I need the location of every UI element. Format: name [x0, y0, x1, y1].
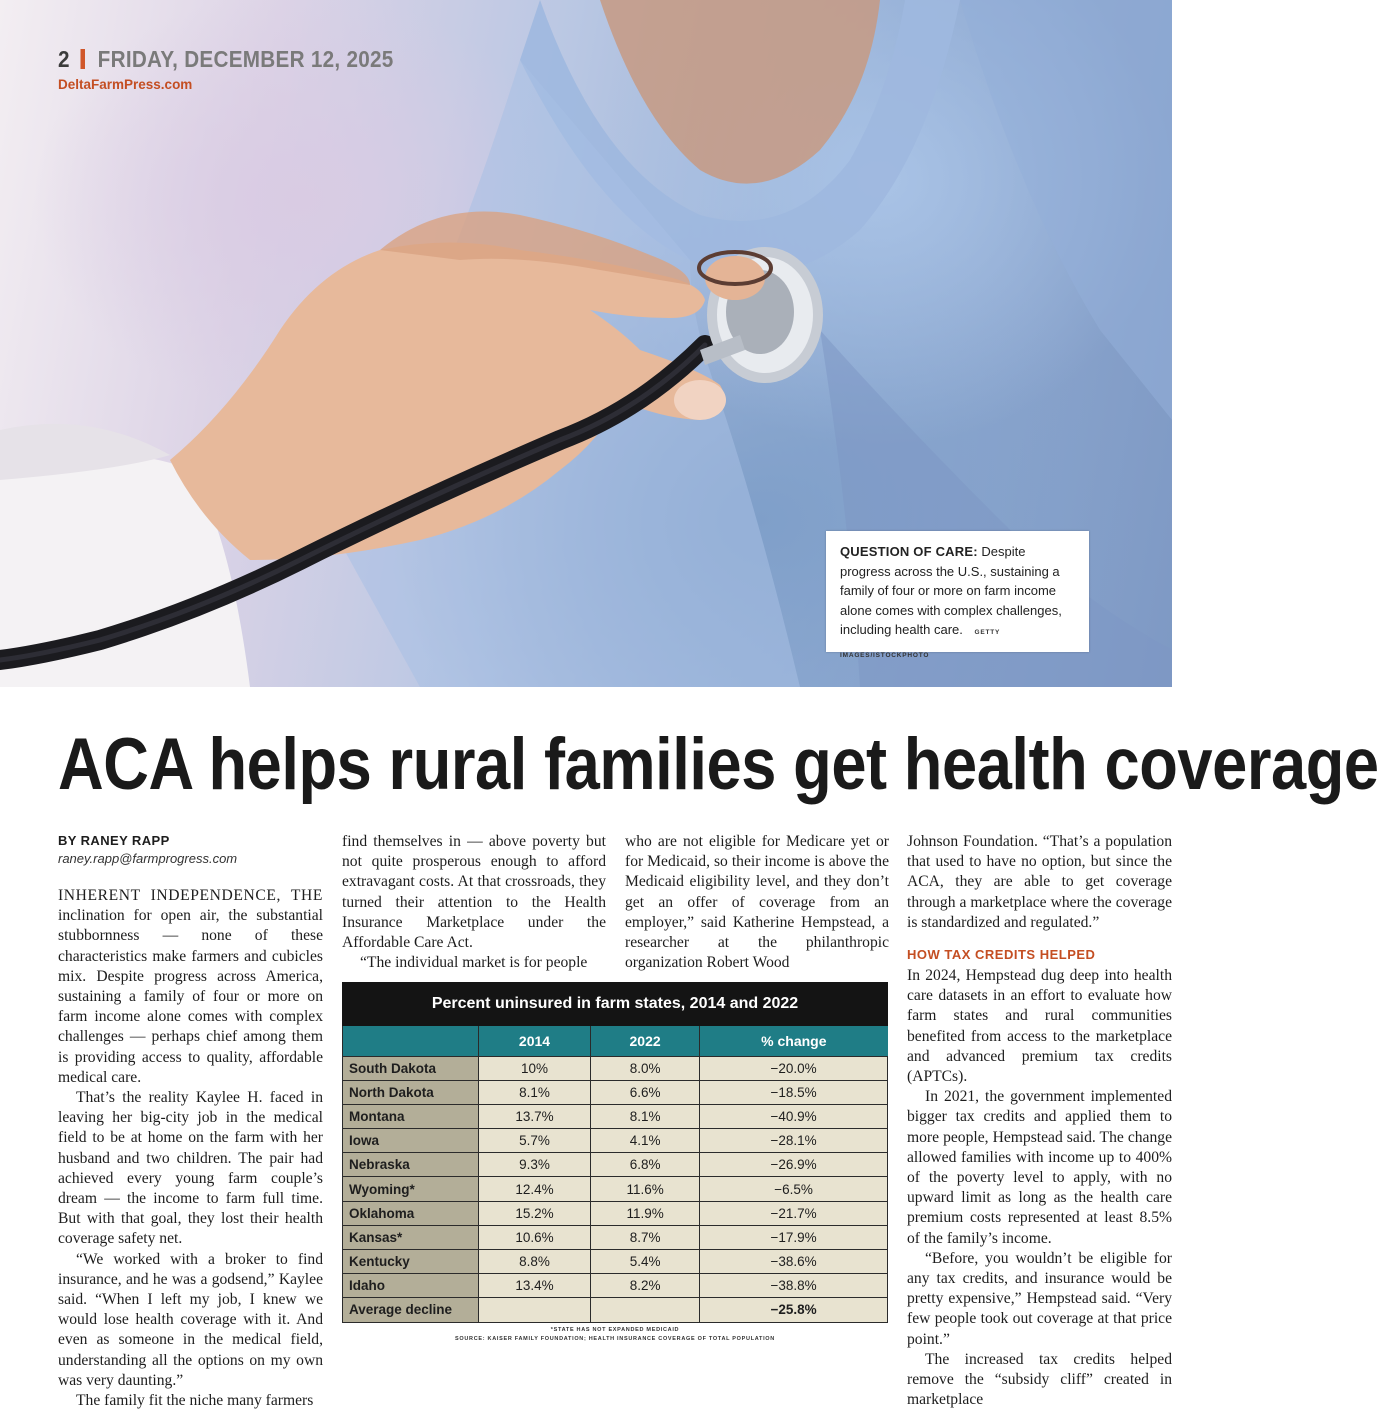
- article-headline: ACA helps rural families get health coverage: [58, 724, 1379, 805]
- caption-lead: QUESTION OF CARE:: [840, 544, 978, 559]
- article-column-1: [58, 832, 323, 1411]
- value-2022: 5.4%: [591, 1250, 700, 1274]
- value-change: −6.5%: [700, 1177, 888, 1201]
- table-row: [343, 1201, 888, 1225]
- article-column-4: [907, 832, 1172, 1410]
- value-2014: 15.2%: [479, 1201, 591, 1225]
- paragraph-4-start: The family fit the niche many farmers: [76, 1392, 314, 1410]
- table-title: Percent uninsured in farm states, 2014 and 2022: [342, 982, 888, 1026]
- paragraph-4-continued: find themselves in — above poverty but not quite prosperous enough to afford extravagant costs. At that crossroads, they turned their attention to the Health Insurance Marketplace under the Affordable Care Act.: [342, 833, 606, 952]
- value-change: −26.9%: [700, 1153, 888, 1177]
- hero-photo: [0, 0, 1172, 687]
- paragraph-7: In 2021, the government implemented bigger tax credits and applied them to more people, Hempstead said. The change allowed families with income up to 400% of the poverty level to apply, with no upward limit as long as the health care premium costs represented at least 8.5% of the family’s income.: [907, 1088, 1172, 1247]
- caption-text: Despite progress across the U.S., sustaining a family of four or more on farm income alone comes with complex challenges, including health care.: [840, 544, 1062, 637]
- value-2022: 6.6%: [591, 1080, 700, 1104]
- value-2014: 12.4%: [479, 1177, 591, 1201]
- average-value: −25.8%: [700, 1298, 888, 1322]
- table-source: SOURCE: KAISER FAMILY FOUNDATION; HEALTH INSURANCE COVERAGE OF TOTAL POPULATION: [455, 1335, 775, 1342]
- data-table: [342, 1026, 888, 1323]
- photo-credit: GETTY IMAGES/ISTOCKPHOTO: [840, 629, 1001, 659]
- table-row: [343, 1274, 888, 1298]
- state-name: North Dakota: [343, 1080, 479, 1104]
- byline-author: BY RANEY RAPP: [58, 833, 170, 848]
- table-row: [343, 1080, 888, 1104]
- value-2022: 8.0%: [591, 1056, 700, 1080]
- average-label: Average decline: [343, 1298, 479, 1322]
- table-header-2014: 2014: [479, 1026, 591, 1056]
- page-header-line: [58, 46, 394, 73]
- issue-date: FRIDAY, DECEMBER 12, 2025: [97, 46, 394, 72]
- value-change: −17.9%: [700, 1225, 888, 1249]
- paragraph-9: The increased tax credits helped remove the “subsidy cliff” created in marketplace: [907, 1350, 1172, 1409]
- value-change: −20.0%: [700, 1056, 888, 1080]
- table-header-state: [343, 1026, 479, 1056]
- article-column-2: [342, 832, 606, 973]
- value-change: −40.9%: [700, 1104, 888, 1128]
- value-2014: 9.3%: [479, 1153, 591, 1177]
- paragraph-5-end: Johnson Foundation. “That’s a population that used to have no option, but since the ACA, they are able to get coverage through a marketplace where the coverage is standardized and regulated.”: [907, 833, 1172, 931]
- paragraph-5-start: “The individual market is for people: [360, 954, 588, 972]
- state-name: Kentucky: [343, 1250, 479, 1274]
- value-2022: 4.1%: [591, 1129, 700, 1153]
- value-change: −28.1%: [700, 1129, 888, 1153]
- paragraph-1: [58, 886, 323, 1088]
- state-name: Kansas*: [343, 1225, 479, 1249]
- state-name: Idaho: [343, 1274, 479, 1298]
- table-header-change: % change: [700, 1026, 888, 1056]
- state-name: Oklahoma: [343, 1201, 479, 1225]
- table-row: [343, 1225, 888, 1249]
- state-name: Nebraska: [343, 1153, 479, 1177]
- value-2014: 10.6%: [479, 1225, 591, 1249]
- value-2022: 6.8%: [591, 1153, 700, 1177]
- value-2022: 11.9%: [591, 1201, 700, 1225]
- table-row: [343, 1104, 888, 1128]
- table-row: [343, 1153, 888, 1177]
- value-2022: 8.2%: [591, 1274, 700, 1298]
- value-2014: 8.1%: [479, 1080, 591, 1104]
- value-2014: 10%: [479, 1056, 591, 1080]
- photo-caption: [826, 531, 1089, 659]
- state-name: Iowa: [343, 1129, 479, 1153]
- average-empty-2022: [591, 1298, 700, 1322]
- table-average-row: [343, 1298, 888, 1322]
- table-row: [343, 1250, 888, 1274]
- paragraph-3: “We worked with a broker to find insurance, and he was a godsend,” Kaylee said. “When I left my job, I knew we would lose health coverage with it. And even as someone in the medical field, understanding all the options on my own was very daunting.”: [58, 1250, 323, 1389]
- value-2014: 13.4%: [479, 1274, 591, 1298]
- paragraph-6: In 2024, Hempstead dug deep into health care datasets in an effort to evaluate how farm states and rural communities benefited from access to the marketplace and advanced premium tax credits (APTCs).: [907, 967, 1172, 1086]
- value-2022: 8.7%: [591, 1225, 700, 1249]
- table-header-row: [343, 1026, 888, 1056]
- value-change: −21.7%: [700, 1201, 888, 1225]
- table-footnote: *STATE HAS NOT EXPANDED MEDICAID: [550, 1326, 680, 1333]
- table-header-2022: 2022: [591, 1026, 700, 1056]
- value-change: −18.5%: [700, 1080, 888, 1104]
- state-name: Montana: [343, 1104, 479, 1128]
- state-name: Wyoming*: [343, 1177, 479, 1201]
- value-2022: 8.1%: [591, 1104, 700, 1128]
- table-row: [343, 1177, 888, 1201]
- paragraph-1-lead: INHERENT INDEPENDENCE, THE: [58, 887, 323, 904]
- value-change: −38.8%: [700, 1274, 888, 1298]
- byline-email[interactable]: raney.rapp@farmprogress.com: [58, 851, 238, 866]
- value-2014: 13.7%: [479, 1104, 591, 1128]
- table-row: [343, 1129, 888, 1153]
- value-2022: 11.6%: [591, 1177, 700, 1201]
- value-change: −38.6%: [700, 1250, 888, 1274]
- paragraph-5-continued: who are not eligible for Medicare yet or for Medicaid, so their income is above the Medicaid eligibility level, and they don’t get an offer of coverage from an employer,” said Katherine Hempstead, a researcher at the philanthropic organization Robert Wood: [625, 833, 889, 972]
- paragraph-8: “Before, you wouldn’t be eligible for any tax credits, and insurance would be pretty expensive,” Hempstead said. “Very few people took out coverage at that price point.”: [907, 1249, 1172, 1348]
- paragraph-2: That’s the reality Kaylee H. faced in leaving her big-city job in the medical field to be at home on the farm with her husband and two children. The pair had achieved every young farm couple’s dream — the income to farm full time. But with that goal, they lost their health coverage safety net.: [58, 1089, 323, 1248]
- site-url[interactable]: DeltaFarmPress.com: [58, 77, 193, 92]
- article-column-3: [625, 832, 889, 973]
- paragraph-1-text: inclination for open air, the substantial stubbornness — none of these characteristics make farmers and cubicles mix. Despite progress across America, sustaining a family of four or more on farm income alone comes with complex challenges — perhaps chief among them is providing access to quality, affordable medical care.: [58, 907, 323, 1086]
- state-name: South Dakota: [343, 1056, 479, 1080]
- page-number: 2: [58, 46, 70, 72]
- header-divider-bar: [81, 49, 86, 69]
- value-2014: 5.7%: [479, 1129, 591, 1153]
- table-body: [343, 1056, 888, 1322]
- average-empty-2014: [479, 1298, 591, 1322]
- value-2014: 8.8%: [479, 1250, 591, 1274]
- section-subhead: HOW TAX CREDITS HELPED: [907, 947, 1096, 963]
- table-row: [343, 1056, 888, 1080]
- page-header: [58, 46, 431, 92]
- uninsured-table: [342, 982, 888, 1344]
